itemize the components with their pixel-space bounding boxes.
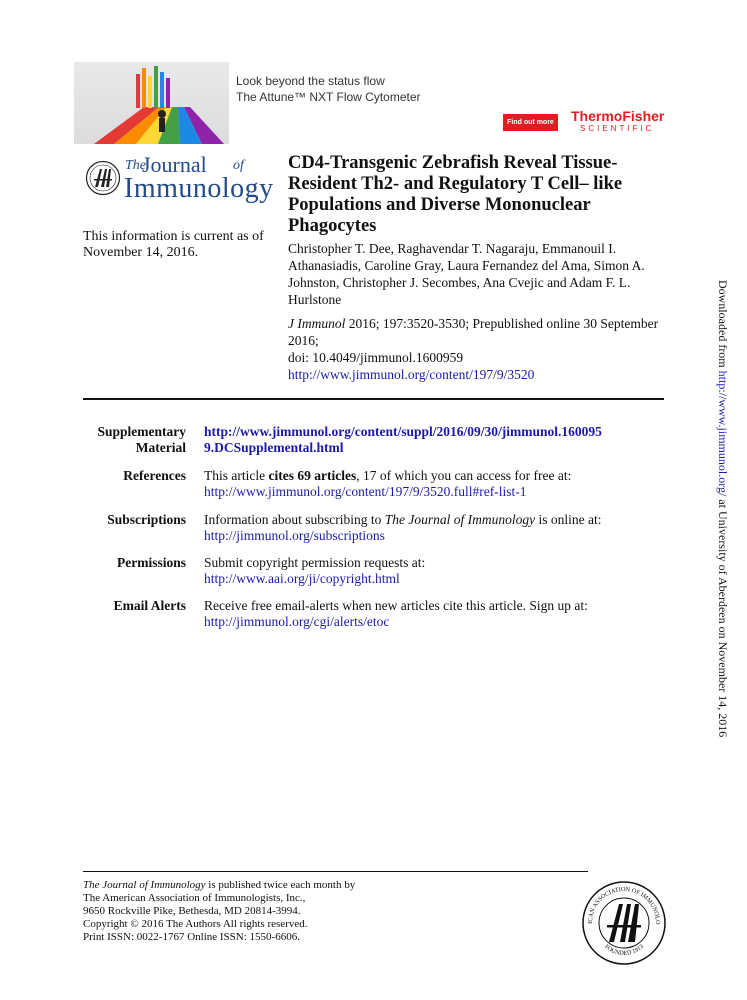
email-alerts-label: Email Alerts bbox=[113, 598, 186, 613]
article-citation bbox=[288, 315, 678, 383]
supplementary-label: Supplementary Material bbox=[97, 424, 186, 455]
download-notice: Downloaded from http://www.jimmunol.org/ at University of Aberdeen on November 14, 2016 bbox=[716, 280, 730, 738]
sidebar-link[interactable]: http://www.jimmunol.org/ bbox=[716, 370, 730, 497]
article-authors: Christopher T. Dee, Raghavendar T. Nagaraju, Emmanouil I. Athanasiadis, Caroline Gray, Laura Fernandez del Ama, Simon A. Johnston, Christopher J. Secombes, Ana Cvejic and Adam F. L. Hurlstone bbox=[288, 241, 645, 307]
journal-abbrev: J Immunol bbox=[288, 316, 346, 331]
supplementary-body bbox=[204, 424, 674, 456]
ad-headline: Look beyond the status flow bbox=[236, 74, 385, 88]
ad-rainbow-graphic bbox=[74, 62, 229, 144]
journal-emblem-icon bbox=[85, 160, 121, 196]
journal-logo-of: of bbox=[233, 158, 244, 173]
ad-image[interactable] bbox=[74, 62, 229, 144]
subscriptions-label: Subscriptions bbox=[107, 512, 186, 527]
currency-note: This information is current as of November 14, 2016. bbox=[83, 229, 264, 260]
references-link[interactable]: http://www.jimmunol.org/content/197/9/3520.full#ref-list-1 bbox=[204, 484, 527, 499]
article-title: CD4-Transgenic Zebrafish Reveal Tissue-Resident Th2- and Regulatory T Cell– like Populations and Diverse Mononuclear Phagocytes bbox=[288, 153, 623, 236]
divider bbox=[83, 398, 664, 400]
email-alerts-body: Receive free email-alerts when new articles cite this article. Sign up at: http://jimmunol.org/cgi/alerts/etoc bbox=[204, 598, 588, 629]
svg-text:FOUNDED 1913: FOUNDED 1913 bbox=[603, 943, 645, 958]
journal-logo-journal: Journal bbox=[142, 152, 207, 177]
article-doi: doi: 10.4049/jimmunol.1600959 bbox=[288, 350, 464, 365]
subscriptions-body: Information about subscribing to The Journal of Immunology is online at: http://jimmunol.org/subscriptions bbox=[204, 512, 602, 543]
journal-logo-immunology: Immunology bbox=[124, 173, 274, 204]
references-body: This article cites 69 articles, 17 of which you can access for free at: http://www.jimmunol.org/content/197/9/3520.full#ref-list-1 bbox=[204, 468, 572, 499]
svg-text:AMERICAN ASSOCIATION OF IMMUNO: ICAN ASSOCIATION OF IMMUNOLO bbox=[586, 885, 662, 925]
permissions-label: Permissions bbox=[117, 555, 186, 570]
permissions-link[interactable]: http://www.aai.org/ji/copyright.html bbox=[204, 571, 400, 586]
ad-find-out-more-button[interactable]: Find out more bbox=[503, 114, 558, 131]
permissions-body: Submit copyright permission requests at: http://www.aai.org/ji/copyright.html bbox=[204, 555, 426, 586]
article-url-link[interactable]: http://www.jimmunol.org/content/197/9/3520 bbox=[288, 367, 535, 382]
email-alerts-link[interactable]: http://jimmunol.org/cgi/alerts/etoc bbox=[204, 614, 390, 629]
footer-divider bbox=[83, 871, 588, 872]
citation-details: 2016; 197:3520-3530; Prepublished online 30 September 2016; bbox=[288, 316, 659, 348]
publisher-footer: The Journal of Immunology is published twice each month by The American Association of Immunologists, Inc., 9650 Rockville Pike, Bethesda, MD 20814-3994. Copyright © 2016 The Authors All rights reserved. Print ISSN: 0022-1767 Online ISSN: 1550-6606. bbox=[83, 879, 356, 943]
ad-subheadline: The Attune™ NXT Flow Cytometer bbox=[236, 90, 421, 104]
aai-seal-icon bbox=[581, 880, 667, 966]
ad-brand-subtitle: SCIENTIFIC bbox=[580, 124, 655, 133]
supplementary-link[interactable]: http://www.jimmunol.org/content/suppl/2016/09/30/jimmunol.160095 9.DCSupplemental.html bbox=[204, 424, 602, 455]
ad-brand-logo[interactable]: ThermoFisher bbox=[571, 108, 665, 124]
subscriptions-link[interactable]: http://jimmunol.org/subscriptions bbox=[204, 528, 385, 543]
references-label: References bbox=[123, 468, 186, 483]
journal-logo-the: The bbox=[125, 158, 146, 173]
